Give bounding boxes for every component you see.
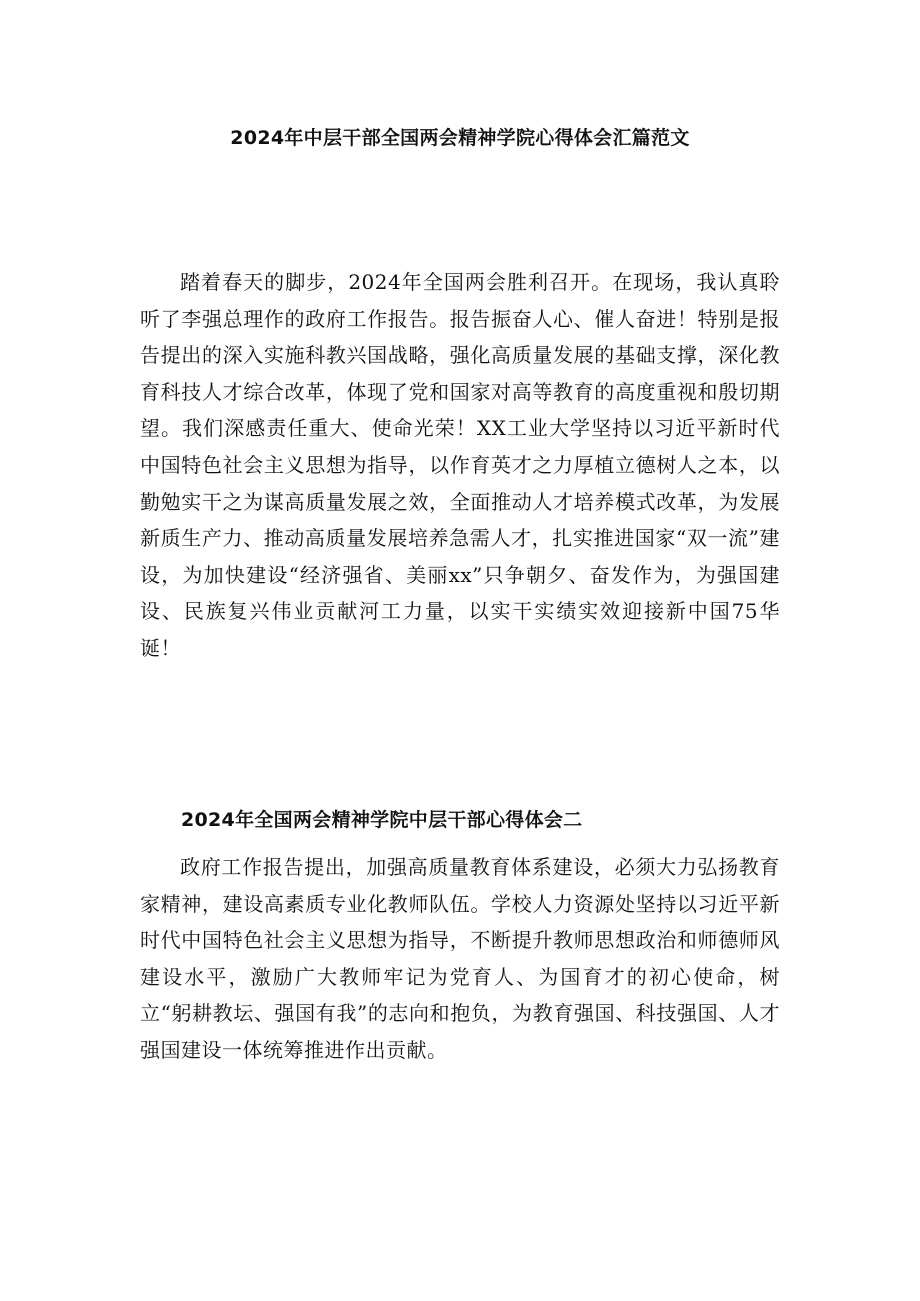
document-title: 2024年中层干部全国两会精神学院心得体会汇篇范文 (230, 127, 690, 149)
section-one (140, 264, 780, 667)
paragraph-2: 政府工作报告提出，加强高质量教育体系建设，必须大力弘扬教育家精神，建设高素质专业化教师队伍。学校人力资源处坚持以习近平新时代中国特色社会主义思想为指导，不断提升教师思想政治和师德师风建设水平，激励广大教师牢记为党育人、为国育才的初心使命，树立“躬耕教坛、强国有我”的志向和抱负，为教育强国、科技强国、人才强国建设一体统筹推进作出贡献。 (140, 855, 780, 1062)
section-heading: 2024年全国两会精神学院中层干部心得体会二 (181, 809, 583, 831)
section-two (140, 849, 780, 1069)
paragraph-1: 踏着春天的脚步，2024年全国两会胜利召开。在现场，我认真聆听了李强总理作的政府工作报告。报告振奋人心、催人奋进！特别是报告提出的深入实施科教兴国战略，强化高质量发展的基础支撑，深化教育科技人才综合改革，体现了党和国家对高等教育的高度重视和殷切期望。我们深感责任重大、使命光荣！XX工业大学坚持以习近平新时代中国特色社会主义思想为指导，以作育英才之力厚植立德树人之本，以勤勉实干之为谋高质量发展之效，全面推动人才培养模式改革，为发展新质生产力、推动高质量发展培养急需人才，扎实推进国家“双一流”建设，为加快建设“经济强省、美丽xx”只争朝夕、奋发作为，为强国建设、民族复兴伟业贡献河工力量，以实干实绩实效迎接新中国75华诞！ (140, 270, 780, 660)
